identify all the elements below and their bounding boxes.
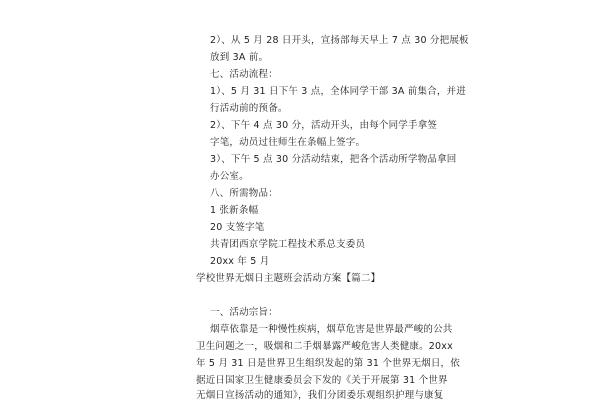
text-line: 烟草依靠是一种慢性疾病，烟草危害是世界最严峻的公共 [210, 324, 453, 335]
document-title: 学校世界无烟日主题班会活动方案【篇二】 [196, 273, 381, 284]
text-line: 年 5 月 31 日是世界卫生组织发起的第 31 个世界无烟日，依 [196, 358, 460, 369]
list-item: 20 支签字笔 [210, 222, 265, 233]
text-line: 卫生问题之一，吸烟和二手烟暴露严峻危害人类健康。20xx [196, 341, 453, 352]
section-heading-purpose: 一、活动宗旨： [210, 307, 278, 318]
section-heading-items: 八、所需物品： [210, 188, 278, 199]
text-line: 无烟日宣扬活动的通知》，我们分团委乐观组织护理与康复 [196, 390, 444, 401]
signature-date: 20xx 年 5 月 [210, 256, 270, 267]
text-line: 字笔，动员过往师生在条幅上签字。 [210, 137, 366, 148]
text-line: 2）、从 5 月 28 日开头，宣扬部每天早上 7 点 30 分把展板 [210, 35, 469, 46]
list-item: 1 张新条幅 [210, 205, 259, 216]
text-line: 办公室。 [210, 171, 249, 182]
text-line: 1）、5 月 31 日下午 3 点，全体同学干部 3A 前集合，并进 [210, 86, 466, 97]
text-line: 行活动前的预备。 [210, 103, 288, 114]
section-heading-process: 七、活动流程： [210, 69, 278, 80]
text-line: 放到 3A 前。 [210, 52, 269, 63]
signature-organization: 共青团西京学院工程技术系总支委员 [210, 239, 366, 250]
text-line: 3）、下午 5 点 30 分活动结束，把各个活动所学物品拿回 [210, 154, 457, 165]
text-line: 据近日国家卫生健康委员会下发的《关于开展第 31 个世界 [196, 375, 448, 386]
text-line: 2）、下午 4 点 30 分，活动开头，由每个同学手拿签 [210, 120, 438, 131]
